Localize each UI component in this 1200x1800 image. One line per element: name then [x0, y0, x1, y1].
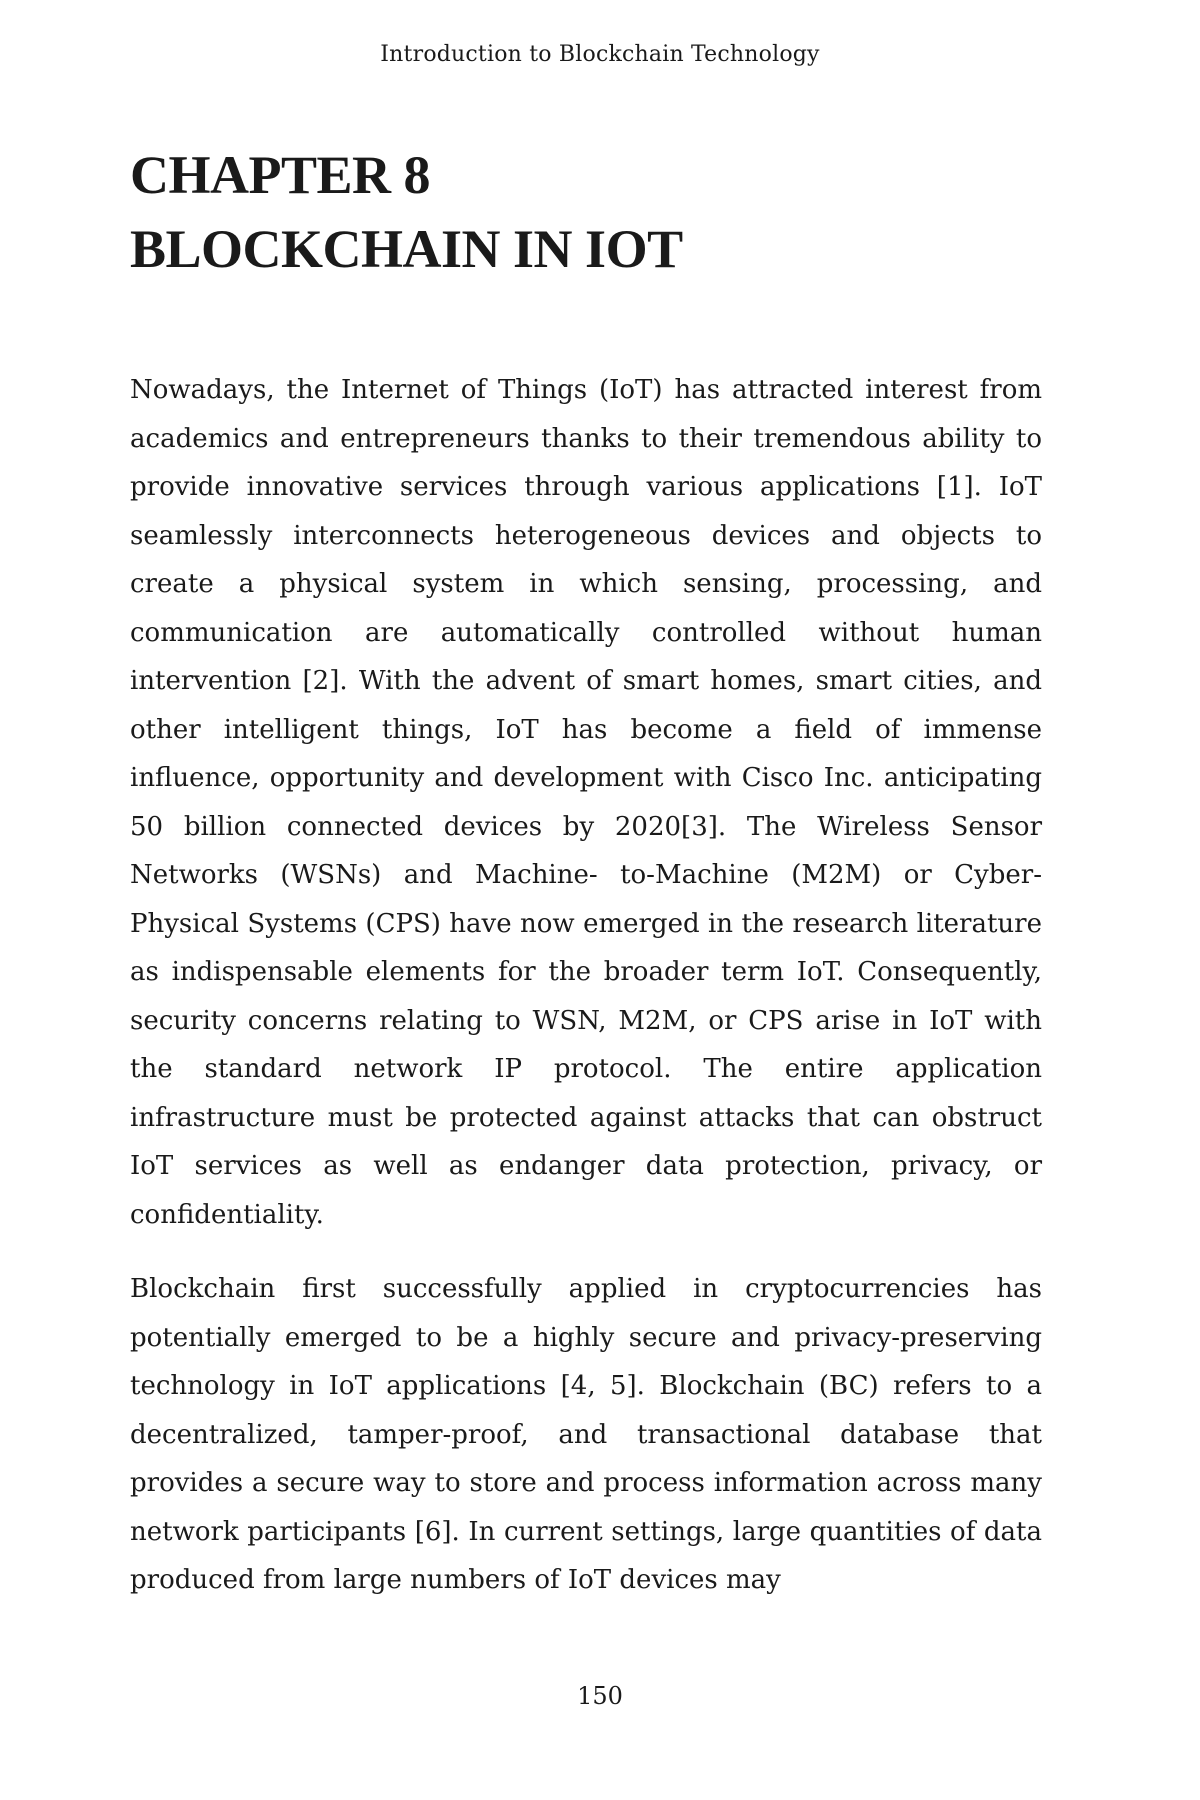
paragraph-1: Nowadays, the Internet of Things (IoT) has attracted interest from academics and entrepreneurs thanks to their tremendous ability to provide innovative services through various applications [1]. IoT seamlessly interconnects heterogeneous devices and objects to create a physical system in which sensing, processing, and communication are automatically controlled without human intervention [2]. With the advent of smart homes, smart cities, and other intelligent things, IoT has become a field of immense influence, opportunity and development with Cisco Inc. anticipating 50 billion connected devices by 2020[3]. The Wireless Sensor Networks (WSNs) and Machine- to-Machine (M2M) or Cyber-Physical Systems (CPS) have now emerged in the research literature as indispensable elements for the broader term IoT. Consequently, security concerns relating to WSN, M2M, or CPS arise in IoT with the standard network IP protocol. The entire application infrastructure must be protected against attacks that can obstruct IoT services as well as endanger data protection, privacy, or confidentiality. — [130, 375, 1042, 1230]
paragraph-2: Blockchain first successfully applied in cryptocurrencies has potentially emerged to be a highly secure and privacy-preserving technology in IoT applications [4, 5]. Blockchain (BC) refers to a decentralized, tamper-proof, and transactional database that provides a secure way to store and process information across many network participants [6]. In current settings, large quantities of data produced from large numbers of IoT devices may — [130, 1274, 1042, 1595]
chapter-heading — [130, 138, 1030, 286]
body-text — [130, 366, 1042, 1631]
page-number: 150 — [577, 1682, 623, 1710]
chapter-number: CHAPTER 8 — [130, 145, 431, 205]
running-header: Introduction to Blockchain Technology — [380, 42, 820, 67]
chapter-title: BLOCKCHAIN IN IOT — [130, 219, 683, 279]
